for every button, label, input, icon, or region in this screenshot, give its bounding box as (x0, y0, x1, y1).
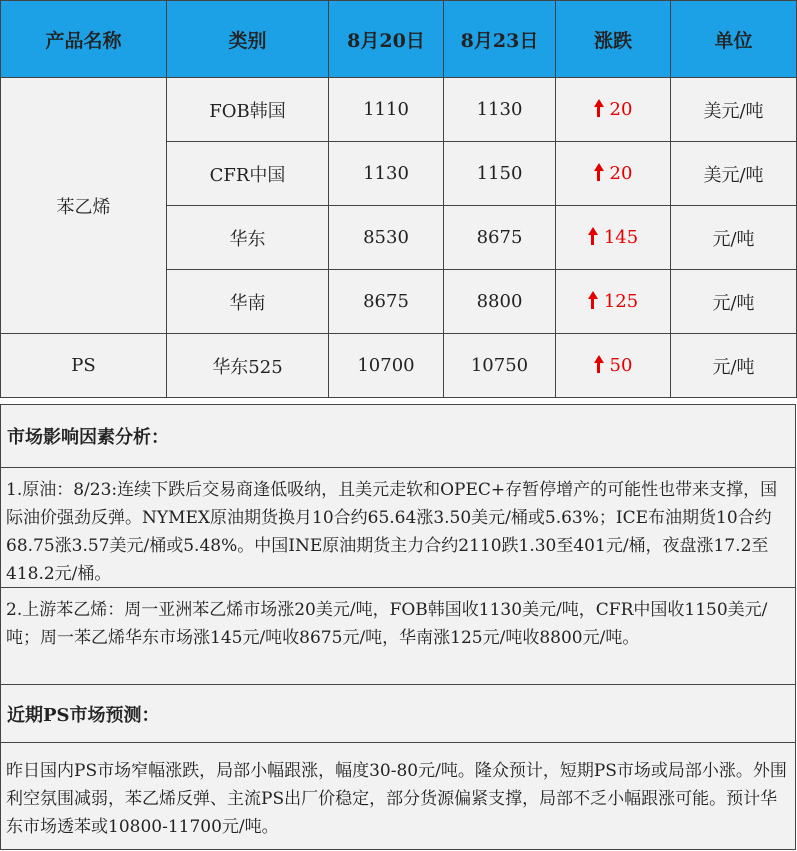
change-cell (556, 206, 671, 270)
aug23-cell: 10750 (444, 334, 556, 398)
change-cell (556, 142, 671, 206)
up-arrow-icon (594, 99, 604, 117)
unit-cell: 美元/吨 (671, 78, 797, 142)
category-cell: CFR中国 (167, 142, 329, 206)
table-row (1, 78, 797, 142)
category-cell: 华东 (167, 206, 329, 270)
unit-cell: 美元/吨 (671, 142, 797, 206)
change-cell (556, 78, 671, 142)
header-change: 涨跌 (556, 1, 671, 78)
aug20-cell: 1110 (329, 78, 444, 142)
aug20-cell: 1130 (329, 142, 444, 206)
up-arrow-icon (594, 355, 604, 373)
change-cell (556, 334, 671, 398)
aug23-cell: 8675 (444, 206, 556, 270)
category-cell: 华东525 (167, 334, 329, 398)
category-cell: 华南 (167, 270, 329, 334)
change-value: 20 (609, 163, 633, 184)
change-cell (556, 270, 671, 334)
change-value: 50 (609, 355, 633, 376)
analysis-item-upstream-styrene: 2.上游苯乙烯：周一亚洲苯乙烯市场涨20美元/吨，FOB韩国收1130美元/吨，CFR中国收1150美元/吨；周一苯乙烯华东市场涨145元/吨收8675元/吨，华南涨125元/吨收8800元/吨。 (0, 587, 796, 685)
unit-cell: 元/吨 (671, 334, 797, 398)
price-table (0, 0, 797, 398)
table-header-row (1, 1, 797, 78)
category-cell: FOB韩国 (167, 78, 329, 142)
header-unit: 单位 (671, 1, 797, 78)
aug23-cell: 1130 (444, 78, 556, 142)
up-arrow-icon (588, 227, 598, 245)
unit-cell: 元/吨 (671, 206, 797, 270)
up-arrow-icon (588, 291, 598, 309)
header-category: 类别 (167, 1, 329, 78)
up-arrow-icon (594, 163, 604, 181)
aug23-cell: 1150 (444, 142, 556, 206)
header-product: 产品名称 (1, 1, 167, 78)
analysis-heading: 市场影响因素分析： (0, 404, 796, 468)
aug20-cell: 8530 (329, 206, 444, 270)
analysis-item-crude-oil: 1.原油：8/23:连续下跌后交易商逢低吸纳，且美元走软和OPEC+存暂停增产的可能性也带来支撑，国际油价强劲反弹。NYMEX原油期货换月10合约65.64涨3.50美元/桶或5.63%；ICE布油期货10合约68.75涨3.57美元/桶或5.48%。中国INE原油期货主力合约2110跌1.30至401元/桶，夜盘涨17.2至418.2元/桶。 (0, 467, 796, 588)
change-value: 20 (609, 99, 633, 120)
forecast-heading: 近期PS市场预测： (0, 684, 796, 743)
aug20-cell: 10700 (329, 334, 444, 398)
product-cell-ps: PS (1, 334, 167, 398)
change-value: 125 (603, 291, 639, 312)
forecast-text: 昨日国内PS市场窄幅涨跌，局部小幅跟涨，幅度30-80元/吨。隆众预计，短期PS市场或局部小涨。外围利空氛围减弱，苯乙烯反弹、主流PS出厂价稳定，部分货源偏紧支撑，局部不乏小幅跟涨可能。预计华东市场透苯或10800-11700元/吨。 (0, 742, 796, 850)
product-cell-styrene: 苯乙烯 (1, 78, 167, 334)
aug23-cell: 8800 (444, 270, 556, 334)
unit-cell: 元/吨 (671, 270, 797, 334)
header-aug20: 8月20日 (329, 1, 444, 78)
table-row (1, 334, 797, 398)
header-aug23: 8月23日 (444, 1, 556, 78)
aug20-cell: 8675 (329, 270, 444, 334)
change-value: 145 (603, 227, 639, 248)
